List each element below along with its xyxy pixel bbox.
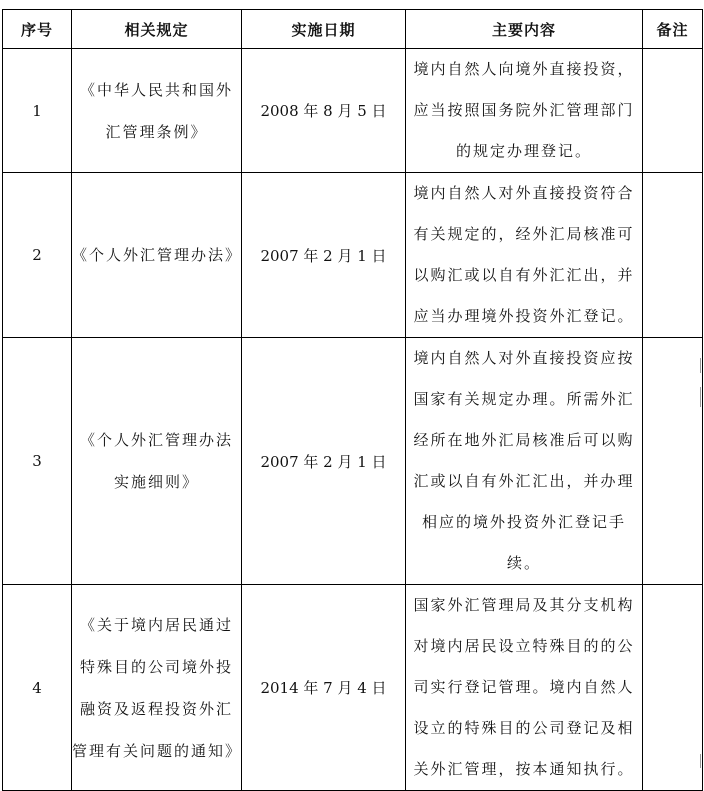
regulation-name: 《中华人民共和国外汇管理条例》 <box>72 49 242 173</box>
row-number: 3 <box>3 338 72 585</box>
table-row <box>3 173 703 338</box>
note-cell <box>643 173 703 338</box>
header-note: 备注 <box>643 10 703 49</box>
row-number: 1 <box>3 49 72 173</box>
page-edge-mark <box>700 387 701 407</box>
main-content: 境内自然人向境外直接投资，应当按照国务院外汇管理部门的规定办理登记。 <box>406 49 643 173</box>
effective-date: 2008 年 8 月 5 日 <box>242 49 406 173</box>
row-number: 4 <box>3 585 72 791</box>
main-content: 境内自然人对外直接投资符合有关规定的，经外汇局核准可以购汇或以自有外汇汇出，并应当办理境外投资外汇登记。 <box>406 173 643 338</box>
row-number: 2 <box>3 173 72 338</box>
table-row <box>3 585 703 791</box>
table-row <box>3 338 703 585</box>
regulation-name: 《个人外汇管理办法实施细则》 <box>72 338 242 585</box>
effective-date: 2007 年 2 月 1 日 <box>242 173 406 338</box>
header-row <box>3 10 703 49</box>
header-date: 实施日期 <box>242 10 406 49</box>
page-edge-mark <box>700 754 701 768</box>
header-no: 序号 <box>3 10 72 49</box>
header-regulation: 相关规定 <box>72 10 242 49</box>
regulation-name: 《个人外汇管理办法》 <box>72 173 242 338</box>
header-content: 主要内容 <box>406 10 643 49</box>
note-cell <box>643 585 703 791</box>
page-edge-mark <box>700 358 701 373</box>
regulation-name: 《关于境内居民通过特殊目的公司境外投融资及返程投资外汇管理有关问题的通知》 <box>72 585 242 791</box>
effective-date: 2014 年 7 月 4 日 <box>242 585 406 791</box>
regulations-table <box>2 9 703 791</box>
note-cell <box>643 49 703 173</box>
note-cell <box>643 338 703 585</box>
table-row <box>3 49 703 173</box>
main-content: 国家外汇管理局及其分支机构对境内居民设立特殊目的的公司实行登记管理。境内自然人设立的特殊目的公司登记及相关外汇管理，按本通知执行。 <box>406 585 643 791</box>
effective-date: 2007 年 2 月 1 日 <box>242 338 406 585</box>
main-content: 境内自然人对外直接投资应按国家有关规定办理。所需外汇经所在地外汇局核准后可以购汇或以自有外汇汇出，并办理相应的境外投资外汇登记手续。 <box>406 338 643 585</box>
